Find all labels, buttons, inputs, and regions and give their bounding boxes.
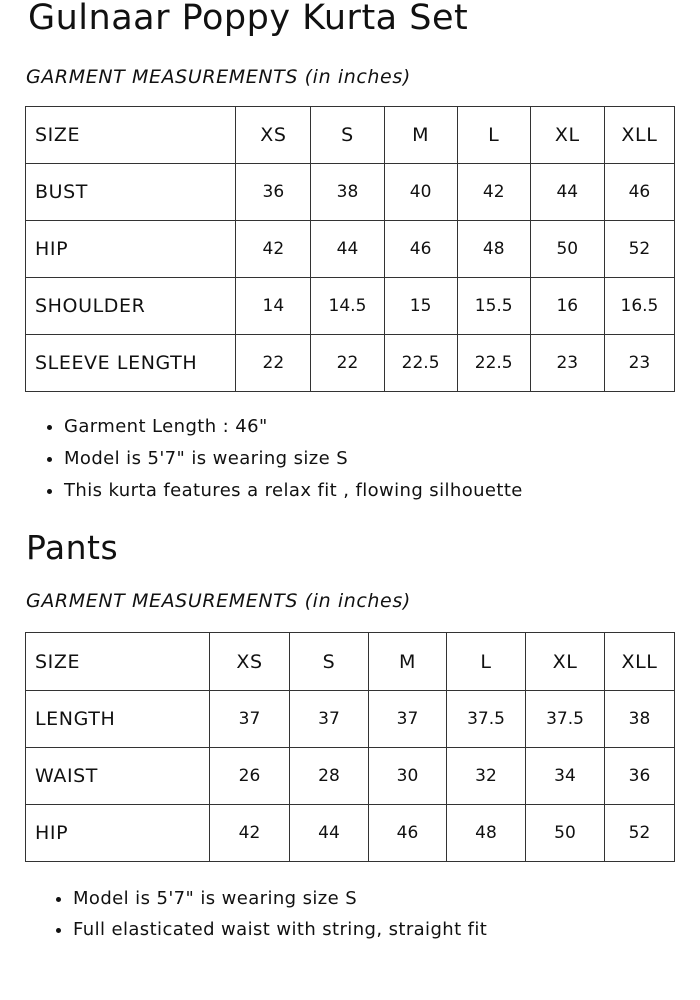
table-cell: 38: [311, 164, 384, 221]
table-cell: 48: [447, 805, 526, 862]
table-cell: 44: [290, 805, 369, 862]
kurta-measurements-caption: [26, 66, 411, 88]
table-row-hip: [26, 805, 675, 862]
kurta-notes-list: [44, 411, 523, 507]
table-cell: 37: [210, 691, 290, 748]
header-cell-xll: XLL: [604, 107, 674, 164]
table-cell: 44: [530, 164, 604, 221]
header-cell-xll: XLL: [605, 633, 675, 691]
table-cell: 42: [236, 221, 311, 278]
table-cell: 44: [311, 221, 384, 278]
pants-size-chart: [25, 632, 675, 862]
header-cell-l: L: [447, 633, 526, 691]
table-cell: 16: [530, 278, 604, 335]
header-cell-m: M: [384, 107, 457, 164]
header-cell-l: L: [457, 107, 530, 164]
header-cell-m: M: [369, 633, 447, 691]
pants-notes-list: [40, 883, 487, 945]
header-cell-xs: XS: [236, 107, 311, 164]
table-cell: 50: [526, 805, 605, 862]
table-cell: 32: [447, 748, 526, 805]
table-cell: 38: [605, 691, 675, 748]
header-cell-s: S: [290, 633, 369, 691]
list-item: • Garment Length : 46": [64, 411, 523, 443]
table-cell: 42: [210, 805, 290, 862]
table-cell: 40: [384, 164, 457, 221]
table-cell: 46: [604, 164, 674, 221]
table-cell: 30: [369, 748, 447, 805]
header-cell-xl: XL: [526, 633, 605, 691]
kurta-size-chart: [25, 106, 675, 392]
table-cell: 14: [236, 278, 311, 335]
table-cell: 36: [605, 748, 675, 805]
row-label: SLEEVE LENGTH: [26, 335, 236, 392]
table-cell: 37: [290, 691, 369, 748]
page-title: Gulnaar Poppy Kurta Set: [28, 0, 469, 38]
table-row-hip: [26, 221, 675, 278]
table-cell: 37: [369, 691, 447, 748]
table-cell: 52: [605, 805, 675, 862]
table-row-waist: [26, 748, 675, 805]
row-label: HIP: [26, 221, 236, 278]
row-label: SHOULDER: [26, 278, 236, 335]
row-label: WAIST: [26, 748, 210, 805]
caption-heading: GARMENT MEASUREMENTS: [26, 66, 299, 88]
row-label: LENGTH: [26, 691, 210, 748]
table-cell: 28: [290, 748, 369, 805]
table-cell: 23: [530, 335, 604, 392]
list-item: • Model is 5'7" is wearing size S: [73, 883, 487, 914]
section-title-pants: Pants: [26, 528, 119, 567]
table-cell: 23: [604, 335, 674, 392]
table-cell: 22: [311, 335, 384, 392]
list-item: • Model is 5'7" is wearing size S: [64, 443, 523, 475]
table-cell: 46: [384, 221, 457, 278]
caption-unit: (in inches): [304, 590, 411, 612]
table-cell: 15: [384, 278, 457, 335]
table-cell: 26: [210, 748, 290, 805]
table-cell: 42: [457, 164, 530, 221]
table-cell: 37.5: [447, 691, 526, 748]
table-row-length: [26, 691, 675, 748]
table-cell: 37.5: [526, 691, 605, 748]
table-row-shoulder: [26, 278, 675, 335]
table-cell: 16.5: [604, 278, 674, 335]
pants-measurements-caption: [26, 590, 411, 612]
header-cell-xs: XS: [210, 633, 290, 691]
caption-unit: (in inches): [304, 66, 411, 88]
caption-heading: GARMENT MEASUREMENTS: [26, 590, 299, 612]
table-row-sleeve-length: [26, 335, 675, 392]
header-cell-s: S: [311, 107, 384, 164]
table-header-row: [26, 107, 675, 164]
table-row-bust: [26, 164, 675, 221]
table-cell: 15.5: [457, 278, 530, 335]
table-cell: 22.5: [384, 335, 457, 392]
header-cell-size: SIZE: [26, 107, 236, 164]
list-item: • Full elasticated waist with string, straight fit: [73, 914, 487, 945]
table-cell: 14.5: [311, 278, 384, 335]
row-label: HIP: [26, 805, 210, 862]
header-cell-size: SIZE: [26, 633, 210, 691]
table-cell: 22: [236, 335, 311, 392]
list-item: • This kurta features a relax fit , flowing silhouette: [64, 475, 523, 507]
table-cell: 46: [369, 805, 447, 862]
table-cell: 36: [236, 164, 311, 221]
table-cell: 52: [604, 221, 674, 278]
header-cell-xl: XL: [530, 107, 604, 164]
table-cell: 34: [526, 748, 605, 805]
table-cell: 48: [457, 221, 530, 278]
table-header-row: [26, 633, 675, 691]
table-cell: 50: [530, 221, 604, 278]
table-cell: 22.5: [457, 335, 530, 392]
row-label: BUST: [26, 164, 236, 221]
